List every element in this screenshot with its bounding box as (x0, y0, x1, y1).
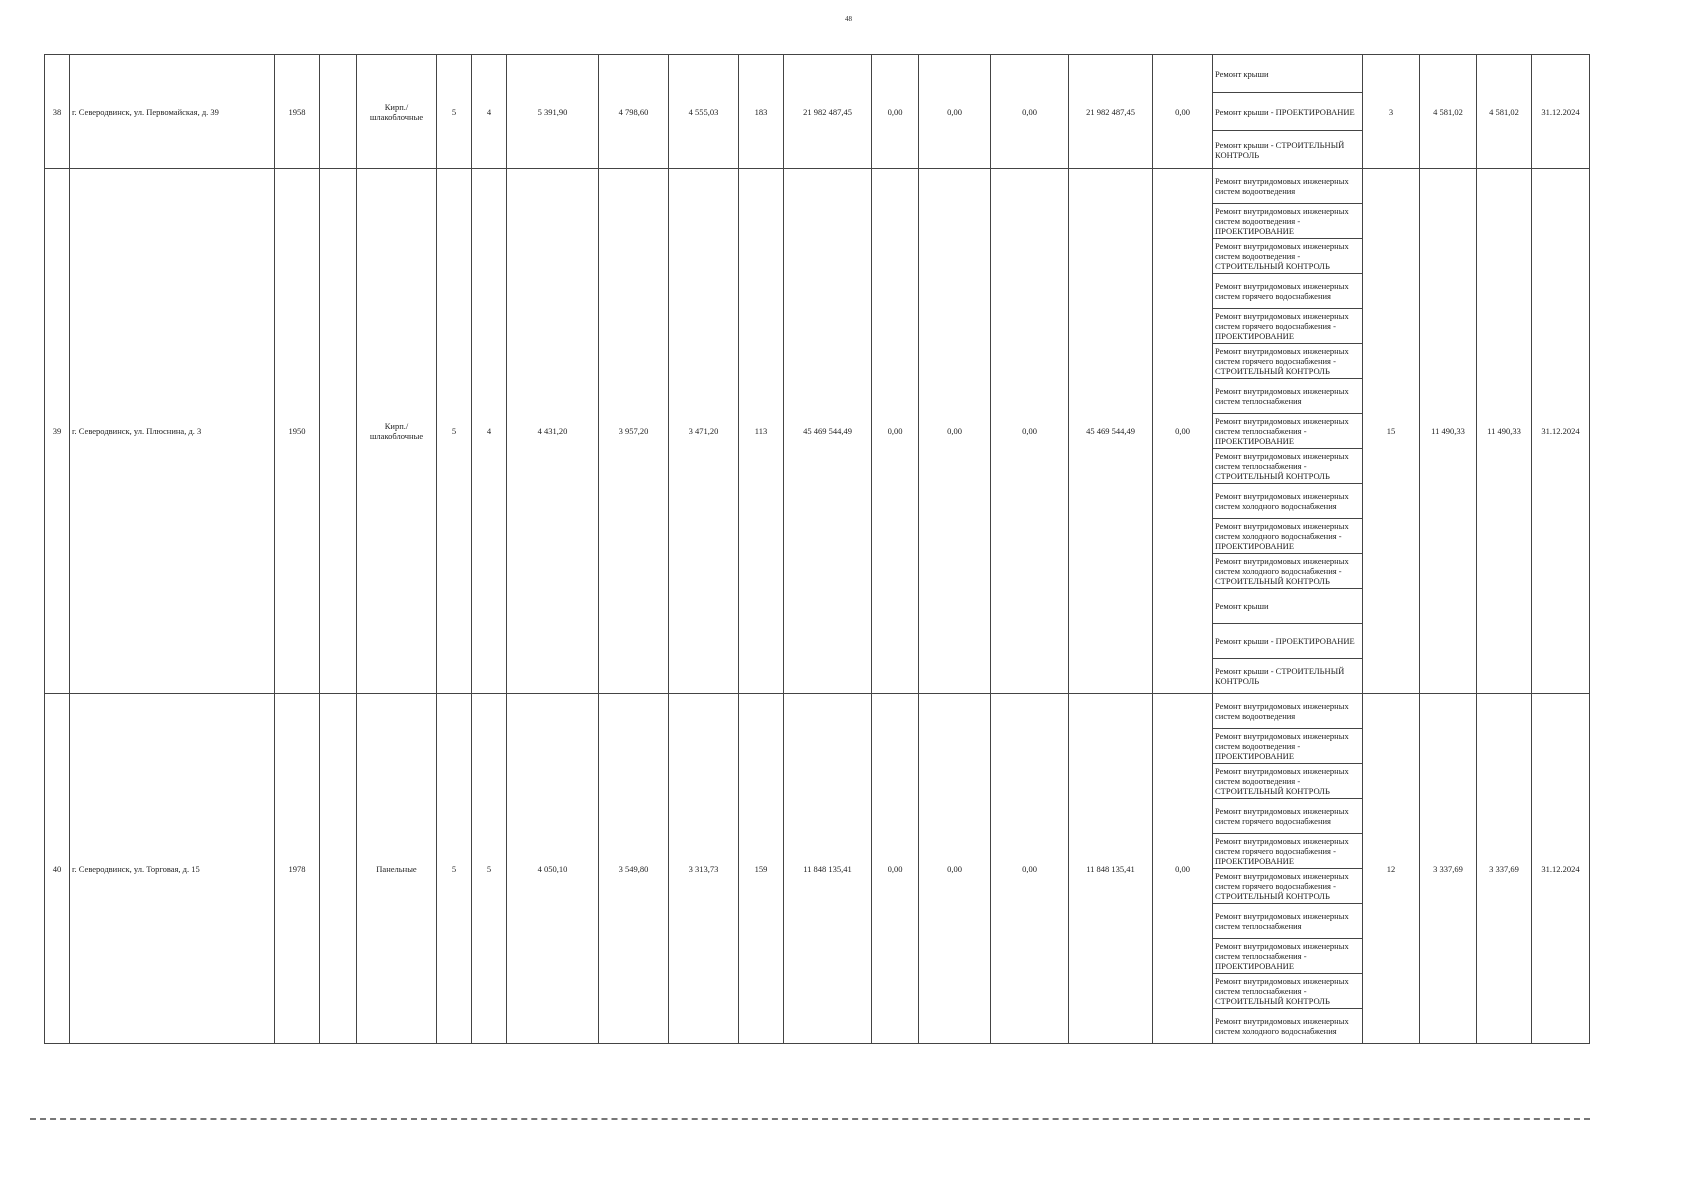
work-type: Ремонт внутридомовых инженерных систем горячего водоснабжения - СТРОИТЕЛЬНЫЙ КОНТРОЛЬ (1213, 869, 1363, 904)
work-type: Ремонт внутридомовых инженерных систем водоотведения - СТРОИТЕЛЬНЫЙ КОНТРОЛЬ (1213, 764, 1363, 799)
cost-total: 21 982 487,45 (784, 55, 872, 169)
work-type: Ремонт крыши - СТРОИТЕЛЬНЫЙ КОНТРОЛЬ (1213, 659, 1363, 694)
cost-other: 0,00 (1153, 55, 1213, 169)
work-type: Ремонт внутридомовых инженерных систем теплоснабжения - ПРОЕКТИРОВАНИЕ (1213, 939, 1363, 974)
row-number: 39 (45, 169, 70, 694)
work-type: Ремонт внутридомовых инженерных систем холодного водоснабжения (1213, 1009, 1363, 1044)
cost-municipal: 0,00 (991, 694, 1069, 1044)
work-type: Ремонт крыши (1213, 55, 1363, 93)
work-type: Ремонт внутридомовых инженерных систем горячего водоснабжения - ПРОЕКТИРОВАНИЕ (1213, 834, 1363, 869)
work-type: Ремонт внутридомовых инженерных систем теплоснабжения - ПРОЕКТИРОВАНИЕ (1213, 414, 1363, 449)
work-type: Ремонт внутридомовых инженерных систем горячего водоснабжения (1213, 799, 1363, 834)
cost-other: 0,00 (1153, 694, 1213, 1044)
unit-cost: 4 581,02 (1420, 55, 1477, 169)
empty-cell (320, 55, 357, 169)
work-type: Ремонт внутридомовых инженерных систем холодного водоснабжения - СТРОИТЕЛЬНЫЙ КОНТРОЛЬ (1213, 554, 1363, 589)
capital-repair-register-table (44, 54, 1590, 1044)
page-cut-edge (30, 1118, 1590, 1124)
unit-cost: 3 337,69 (1420, 694, 1477, 1044)
total-area: 4 050,10 (507, 694, 599, 1044)
premises-area: 4 798,60 (599, 55, 669, 169)
entrances-count: 4 (472, 169, 507, 694)
premises-area: 3 549,80 (599, 694, 669, 1044)
work-type: Ремонт внутридомовых инженерных систем водоотведения (1213, 694, 1363, 729)
residents-count: 113 (739, 169, 784, 694)
work-type: Ремонт внутридомовых инженерных систем горячего водоснабжения - ПРОЕКТИРОВАНИЕ (1213, 309, 1363, 344)
table-row (45, 55, 1590, 93)
empty-cell (320, 694, 357, 1044)
work-type: Ремонт крыши - ПРОЕКТИРОВАНИЕ (1213, 624, 1363, 659)
wall-material: Кирп./ шлакоблочные (357, 55, 437, 169)
floors-count: 5 (437, 55, 472, 169)
house-address: г. Северодвинск, ул. Плюснина, д. 3 (70, 169, 275, 694)
cost-owners: 21 982 487,45 (1069, 55, 1153, 169)
work-type: Ремонт внутридомовых инженерных систем холодного водоснабжения (1213, 484, 1363, 519)
max-unit-cost: 11 490,33 (1477, 169, 1532, 694)
row-number: 40 (45, 694, 70, 1044)
total-area: 5 391,90 (507, 55, 599, 169)
row-number: 38 (45, 55, 70, 169)
cost-owners: 45 469 544,49 (1069, 169, 1153, 694)
work-type: Ремонт крыши (1213, 589, 1363, 624)
work-type: Ремонт внутридомовых инженерных систем горячего водоснабжения (1213, 274, 1363, 309)
residential-area: 4 555,03 (669, 55, 739, 169)
work-type: Ремонт крыши - СТРОИТЕЛЬНЫЙ КОНТРОЛЬ (1213, 131, 1363, 169)
residents-count: 183 (739, 55, 784, 169)
cost-federal: 0,00 (872, 55, 919, 169)
cost-municipal: 0,00 (991, 169, 1069, 694)
work-type: Ремонт внутридомовых инженерных систем водоотведения (1213, 169, 1363, 204)
cost-regional: 0,00 (919, 55, 991, 169)
build-year: 1950 (275, 169, 320, 694)
table-row (45, 694, 1590, 729)
works-count: 15 (1363, 169, 1420, 694)
work-type: Ремонт внутридомовых инженерных систем теплоснабжения - СТРОИТЕЛЬНЫЙ КОНТРОЛЬ (1213, 974, 1363, 1009)
cost-federal: 0,00 (872, 694, 919, 1044)
cost-regional: 0,00 (919, 694, 991, 1044)
house-address: г. Северодвинск, ул. Торговая, д. 15 (70, 694, 275, 1044)
max-unit-cost: 3 337,69 (1477, 694, 1532, 1044)
work-type: Ремонт внутридомовых инженерных систем теплоснабжения (1213, 904, 1363, 939)
unit-cost: 11 490,33 (1420, 169, 1477, 694)
premises-area: 3 957,20 (599, 169, 669, 694)
cost-total: 11 848 135,41 (784, 694, 872, 1044)
residential-area: 3 471,20 (669, 169, 739, 694)
wall-material: Панельные (357, 694, 437, 1044)
entrances-count: 4 (472, 55, 507, 169)
floors-count: 5 (437, 169, 472, 694)
empty-cell (320, 169, 357, 694)
cost-other: 0,00 (1153, 169, 1213, 694)
total-area: 4 431,20 (507, 169, 599, 694)
work-type: Ремонт крыши - ПРОЕКТИРОВАНИЕ (1213, 93, 1363, 131)
deadline-date: 31.12.2024 (1532, 55, 1590, 169)
max-unit-cost: 4 581,02 (1477, 55, 1532, 169)
work-type: Ремонт внутридомовых инженерных систем горячего водоснабжения - СТРОИТЕЛЬНЫЙ КОНТРОЛЬ (1213, 344, 1363, 379)
work-type: Ремонт внутридомовых инженерных систем водоотведения - ПРОЕКТИРОВАНИЕ (1213, 729, 1363, 764)
page-number: 48 (845, 15, 852, 23)
table-row (45, 169, 1590, 204)
residential-area: 3 313,73 (669, 694, 739, 1044)
wall-material: Кирп./ шлакоблочные (357, 169, 437, 694)
works-count: 12 (1363, 694, 1420, 1044)
cost-municipal: 0,00 (991, 55, 1069, 169)
build-year: 1978 (275, 694, 320, 1044)
work-type: Ремонт внутридомовых инженерных систем теплоснабжения (1213, 379, 1363, 414)
work-type: Ремонт внутридомовых инженерных систем теплоснабжения - СТРОИТЕЛЬНЫЙ КОНТРОЛЬ (1213, 449, 1363, 484)
house-address: г. Северодвинск, ул. Первомайская, д. 39 (70, 55, 275, 169)
cost-owners: 11 848 135,41 (1069, 694, 1153, 1044)
work-type: Ремонт внутридомовых инженерных систем водоотведения - СТРОИТЕЛЬНЫЙ КОНТРОЛЬ (1213, 239, 1363, 274)
cost-total: 45 469 544,49 (784, 169, 872, 694)
deadline-date: 31.12.2024 (1532, 694, 1590, 1044)
work-type: Ремонт внутридомовых инженерных систем водоотведения - ПРОЕКТИРОВАНИЕ (1213, 204, 1363, 239)
deadline-date: 31.12.2024 (1532, 169, 1590, 694)
works-count: 3 (1363, 55, 1420, 169)
residents-count: 159 (739, 694, 784, 1044)
cost-regional: 0,00 (919, 169, 991, 694)
entrances-count: 5 (472, 694, 507, 1044)
work-type: Ремонт внутридомовых инженерных систем холодного водоснабжения - ПРОЕКТИРОВАНИЕ (1213, 519, 1363, 554)
floors-count: 5 (437, 694, 472, 1044)
cost-federal: 0,00 (872, 169, 919, 694)
build-year: 1958 (275, 55, 320, 169)
